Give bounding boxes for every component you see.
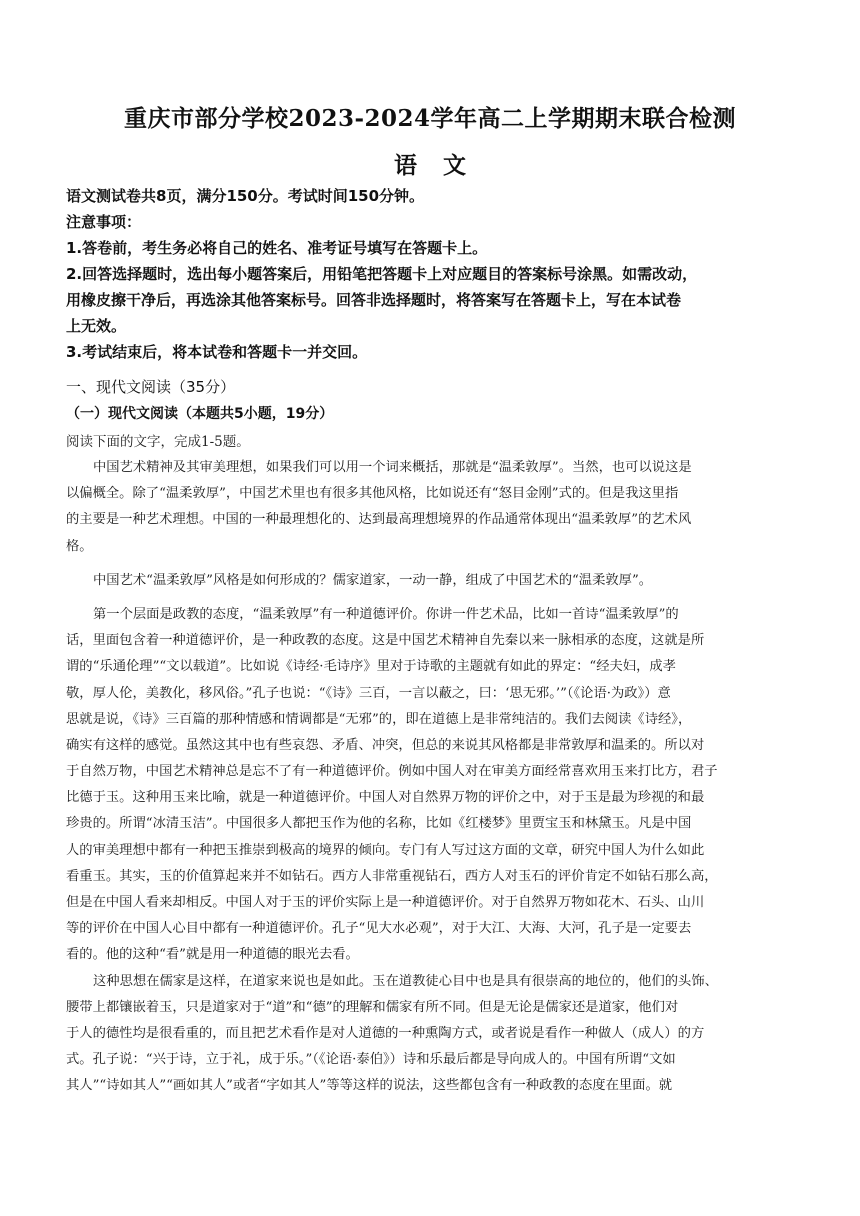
passage-line: 中国艺术“温柔敦厚”风格是如何形成的？儒家道家，一动一静，组成了中国艺术的“温柔敦厚”。 xyxy=(93,572,653,588)
passage-line: 中国艺术精神及其审美理想，如果我们可以用一个词来概括，那就是“温柔敦厚”。当然，也可以说这是 xyxy=(93,460,692,475)
notice-item: 用橡皮擦干净后，再选涂其他答案标号。回答非选择题时，将答案写在答题卡上，写在本试卷 xyxy=(66,291,682,309)
passage-line: 人的审美理想中都有一种把玉推崇到极高的境界的倾向。专门有人写过这方面的文章，研究中国人为什么如此 xyxy=(66,842,705,858)
exam-notice xyxy=(66,183,792,365)
subject-title: 语文 xyxy=(394,152,492,179)
reading-instruction: 阅读下面的文字，完成1-5题。 xyxy=(66,434,250,450)
passage-line: 谓的“乐通伦理”“文以载道”。比如说《诗经·毛诗序》里对于诗歌的主题就有如此的界定：“经夫妇，成孝 xyxy=(66,659,676,675)
passage-line: 的主要是一种艺术理想。中国的一种最理想化的、达到最高理想境界的作品通常体现出“温柔敦厚”的艺术风 xyxy=(66,512,692,528)
passage-line: 式。孔子说：“兴于诗，立于礼，成于乐。”（《论语·泰伯》）诗和乐最后都是导向成人的。中国有所谓“文如 xyxy=(66,1052,676,1068)
exam-summary: 语文测试卷共8页，满分150分。考试时间150分钟。 xyxy=(66,187,425,205)
passage-line: 于自然万物，中国艺术精神总是忘不了有一种道德评价。例如中国人对在审美方面经常喜欢用玉来打比方，君子 xyxy=(66,764,718,780)
notice-item: 上无效。 xyxy=(66,317,127,335)
section-heading: 一、现代文阅读（35分） xyxy=(66,378,236,396)
passage-line: 看重玉。其实，玉的价值算起来并不如钻石。西方人非常重视钻石，西方人对玉石的评价肯定不如钻石那么高， xyxy=(66,868,718,884)
paragraph-1 xyxy=(66,455,792,560)
passage-line: 话，里面包含着一种道德评价，是一种政教的态度。这是中国艺术精神自先秦以来一脉相承的态度，这就是所 xyxy=(66,633,705,649)
passage-line: 于人的德性均是很看重的，而且把艺术看作是对人道德的一种熏陶方式，或者说是看作一种做人（成人）的方 xyxy=(66,1025,705,1041)
passage-line: 比德于玉。这种用玉来比喻，就是一种道德评价。中国人对自然界万物的评价之中，对于玉是最为珍视的和最 xyxy=(66,790,705,806)
passage-line: 确实有这样的感觉。虽然这其中也有些哀怨、矛盾、冲突，但总的来说其风格都是非常敦厚和温柔的。所以对 xyxy=(66,737,705,753)
passage-line: 其人”“诗如其人”“画如其人”或者“字如其人”等等这样的说法，这些都包含有一种政教的态度在里面。就 xyxy=(66,1078,673,1094)
passage-line: 腰带上都镶嵌着玉，只是道家对于“道”和“德”的理解和儒家有所不同。但是无论是儒家还是道家，他们对 xyxy=(66,999,679,1015)
passage-line: 但是在中国人看来却相反。中国人对于玉的评价实际上是一种道德评价。对于自然界万物如花木、石头、山川 xyxy=(66,895,705,910)
passage-line: 等的评价在中国人心目中都有一种道德评价。孔子“见大水必观”，对于大江、大海、大河，孔子是一定要去 xyxy=(66,921,692,937)
notice-item: 1.答卷前，考生务必将自己的姓名、准考证号填写在答题卡上。 xyxy=(66,239,488,257)
notice-item: 2.回答选择题时，选出每小题答案后，用铅笔把答题卡上对应题目的答案标号涂黑。如需改动， xyxy=(66,265,698,283)
passage-line: 以偏概全。除了“温柔敦厚”，中国艺术里也有很多其他风格，比如说还有“怒目金刚”式的。但是我这里指 xyxy=(66,486,679,502)
paragraph-3 xyxy=(66,602,792,969)
passage-line: 第一个层面是政教的态度，“温柔敦厚”有一种道德评价。你讲一件艺术品，比如一首诗“温柔敦厚”的 xyxy=(93,606,679,622)
passage-line: 看的。他的这种“看”就是用一种道德的眼光去看。 xyxy=(66,947,359,963)
passage-line: 敬，厚人伦，美教化，移风俗。”孔子也说：“《诗》三百，一言以蔽之，曰：‘思无邪。’”（《论语·为政》）意 xyxy=(66,685,671,701)
paragraph-4 xyxy=(66,969,792,1100)
passage-line: 思就是说，《诗》三百篇的那种情感和情调都是“无邪”的，即在道德上是非常纯洁的。我们去阅读《诗经》， xyxy=(66,711,692,727)
reading-passage xyxy=(66,455,792,1100)
passage-line: 珍贵的。所谓“冰清玉洁”。中国很多人都把玉作为他的名称，比如《红楼梦》里贾宝玉和林黛玉。凡是中国 xyxy=(66,816,692,832)
passage-line: 这种思想在儒家是这样，在道家来说也是如此。玉在道教徒心目中也是具有很崇高的地位的，他们的头饰、 xyxy=(93,973,718,989)
exam-title: 重庆市部分学校2023-2024学年高二上学期期末联合检测 xyxy=(123,105,737,132)
paragraph-2 xyxy=(66,568,792,594)
notice-item: 3.考试结束后，将本试卷和答题卡一并交回。 xyxy=(66,343,368,361)
subsection-heading: （一）现代文阅读（本题共5小题，19分） xyxy=(66,406,334,422)
notice-heading: 注意事项： xyxy=(66,213,142,231)
passage-line: 格。 xyxy=(66,538,93,554)
